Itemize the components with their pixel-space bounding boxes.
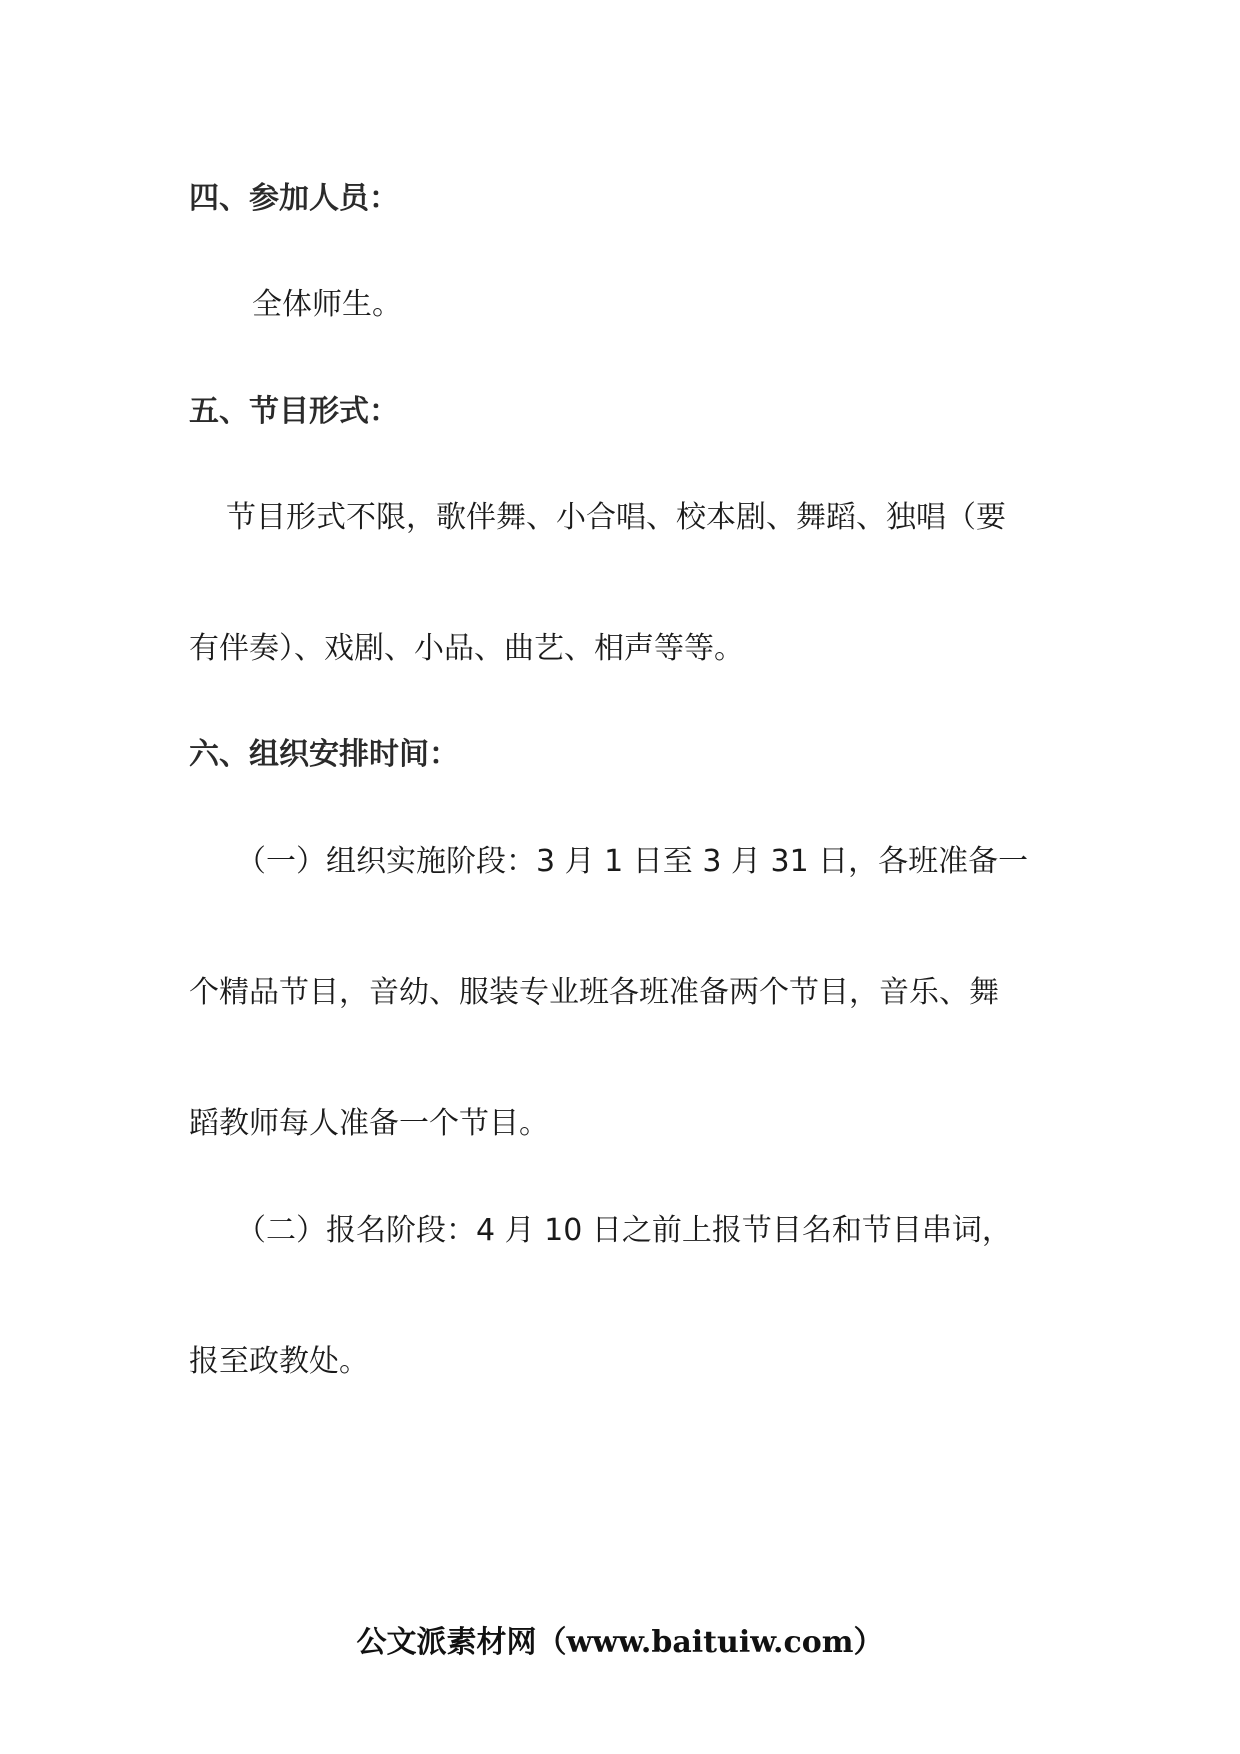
section-heading-schedule: 六、组织安排时间： [189, 737, 459, 772]
paragraph-line: 蹈教师每人准备一个节目。 [189, 1106, 549, 1141]
paragraph-line: 节目形式不限，歌伴舞、小合唱、校本剧、舞蹈、独唱（要 [226, 500, 1006, 535]
paragraph-line: 个精品节目，音幼、服装专业班各班准备两个节目，音乐、舞 [189, 975, 999, 1010]
paragraph-line: （一）组织实施阶段：3 月 1 日至 3 月 31 日，各班准备一 [236, 844, 1029, 879]
section-heading-program-format: 五、节目形式： [189, 394, 399, 429]
footer-watermark: 公文派素材网（www.baituiw.com） [356, 1625, 884, 1660]
section-heading-participants: 四、参加人员： [189, 181, 399, 216]
paragraph-line: 有伴奏）、戏剧、小品、曲艺、相声等等。 [189, 631, 744, 666]
paragraph-line: 全体师生。 [252, 287, 402, 322]
paragraph-line: （二）报名阶段：4 月 10 日之前上报节目名和节目串词， [236, 1213, 1012, 1248]
paragraph-line: 报至政教处。 [189, 1344, 369, 1379]
